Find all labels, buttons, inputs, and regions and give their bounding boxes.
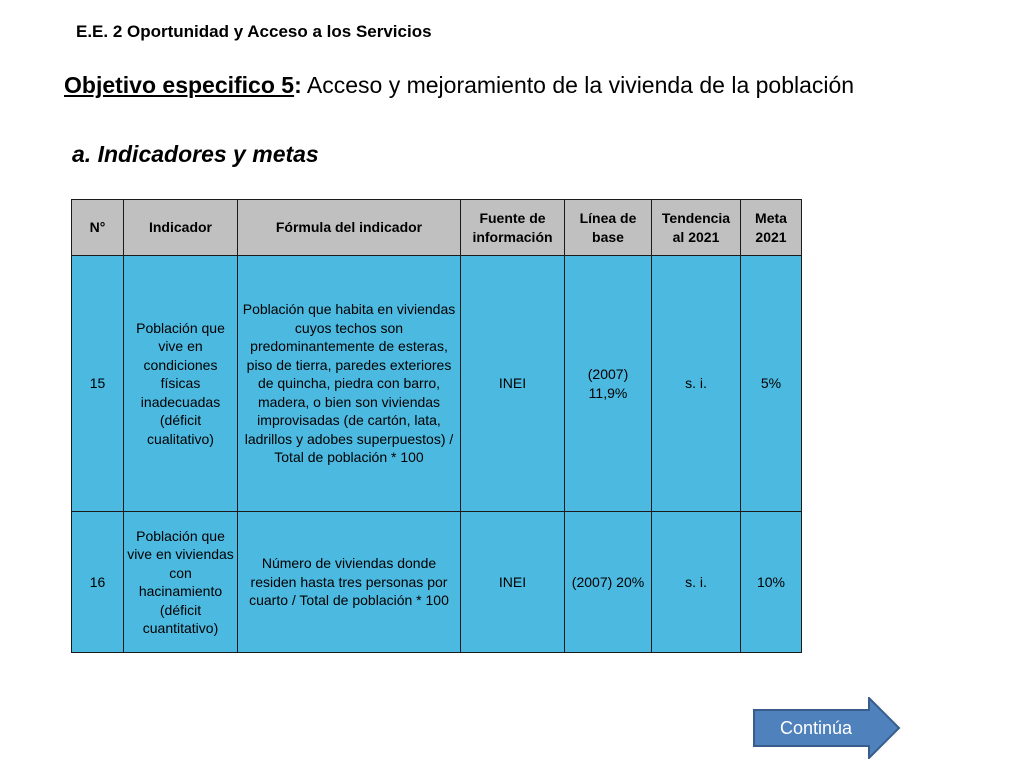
cell-indicator: Población que vive en condiciones físicas inadecuadas (déficit cualitativo) — [124, 256, 238, 512]
cell-trend: s. i. — [652, 256, 741, 512]
cell-formula: Población que habita en viviendas cuyos techos son predominantemente de esteras, piso de tierra, paredes exteriores de quincha, piedra con barro, madera, o bien son viviendas improvisadas (de cartón, lata, ladrillos y adobes superpuestos) / Total de población * 100 — [238, 256, 461, 512]
continue-label: Continúa — [779, 717, 853, 738]
column-header-formula: Fórmula del indicador — [238, 200, 461, 256]
objective-label: Objetivo especifico 5 — [64, 72, 295, 98]
column-header-number: N° — [72, 200, 124, 256]
objective-heading — [64, 72, 854, 99]
subheading: a. Indicadores y metas — [72, 141, 319, 167]
column-header-source: Fuente de información — [461, 200, 565, 256]
cell-number: 15 — [72, 256, 124, 512]
cell-target: 10% — [741, 512, 802, 653]
cell-target: 5% — [741, 256, 802, 512]
cell-number: 16 — [72, 512, 124, 653]
cell-baseline: (2007) 20% — [565, 512, 652, 653]
cell-indicator: Población que vive en viviendas con hacinamiento (déficit cuantitativo) — [124, 512, 238, 653]
cell-source: INEI — [461, 512, 565, 653]
continue-button[interactable] — [753, 697, 901, 759]
column-header-baseline: Línea de base — [565, 200, 652, 256]
cell-trend: s. i. — [652, 512, 741, 653]
objective-text: Acceso y mejoramiento de la vivienda de la población — [301, 72, 855, 98]
objective-colon: : — [294, 72, 302, 98]
table-row — [72, 512, 802, 653]
table-row — [72, 256, 802, 512]
cell-formula: Número de viviendas donde residen hasta tres personas por cuarto / Total de población * 100 — [238, 512, 461, 653]
column-header-indicator: Indicador — [124, 200, 238, 256]
section-label: E.E. 2 Oportunidad y Acceso a los Servicios — [76, 22, 432, 41]
cell-source: INEI — [461, 256, 565, 512]
column-header-target: Meta 2021 — [741, 200, 802, 256]
indicators-table — [71, 199, 802, 653]
column-header-trend: Tendencia al 2021 — [652, 200, 741, 256]
header-row — [72, 200, 802, 256]
cell-baseline: (2007) 11,9% — [565, 256, 652, 512]
